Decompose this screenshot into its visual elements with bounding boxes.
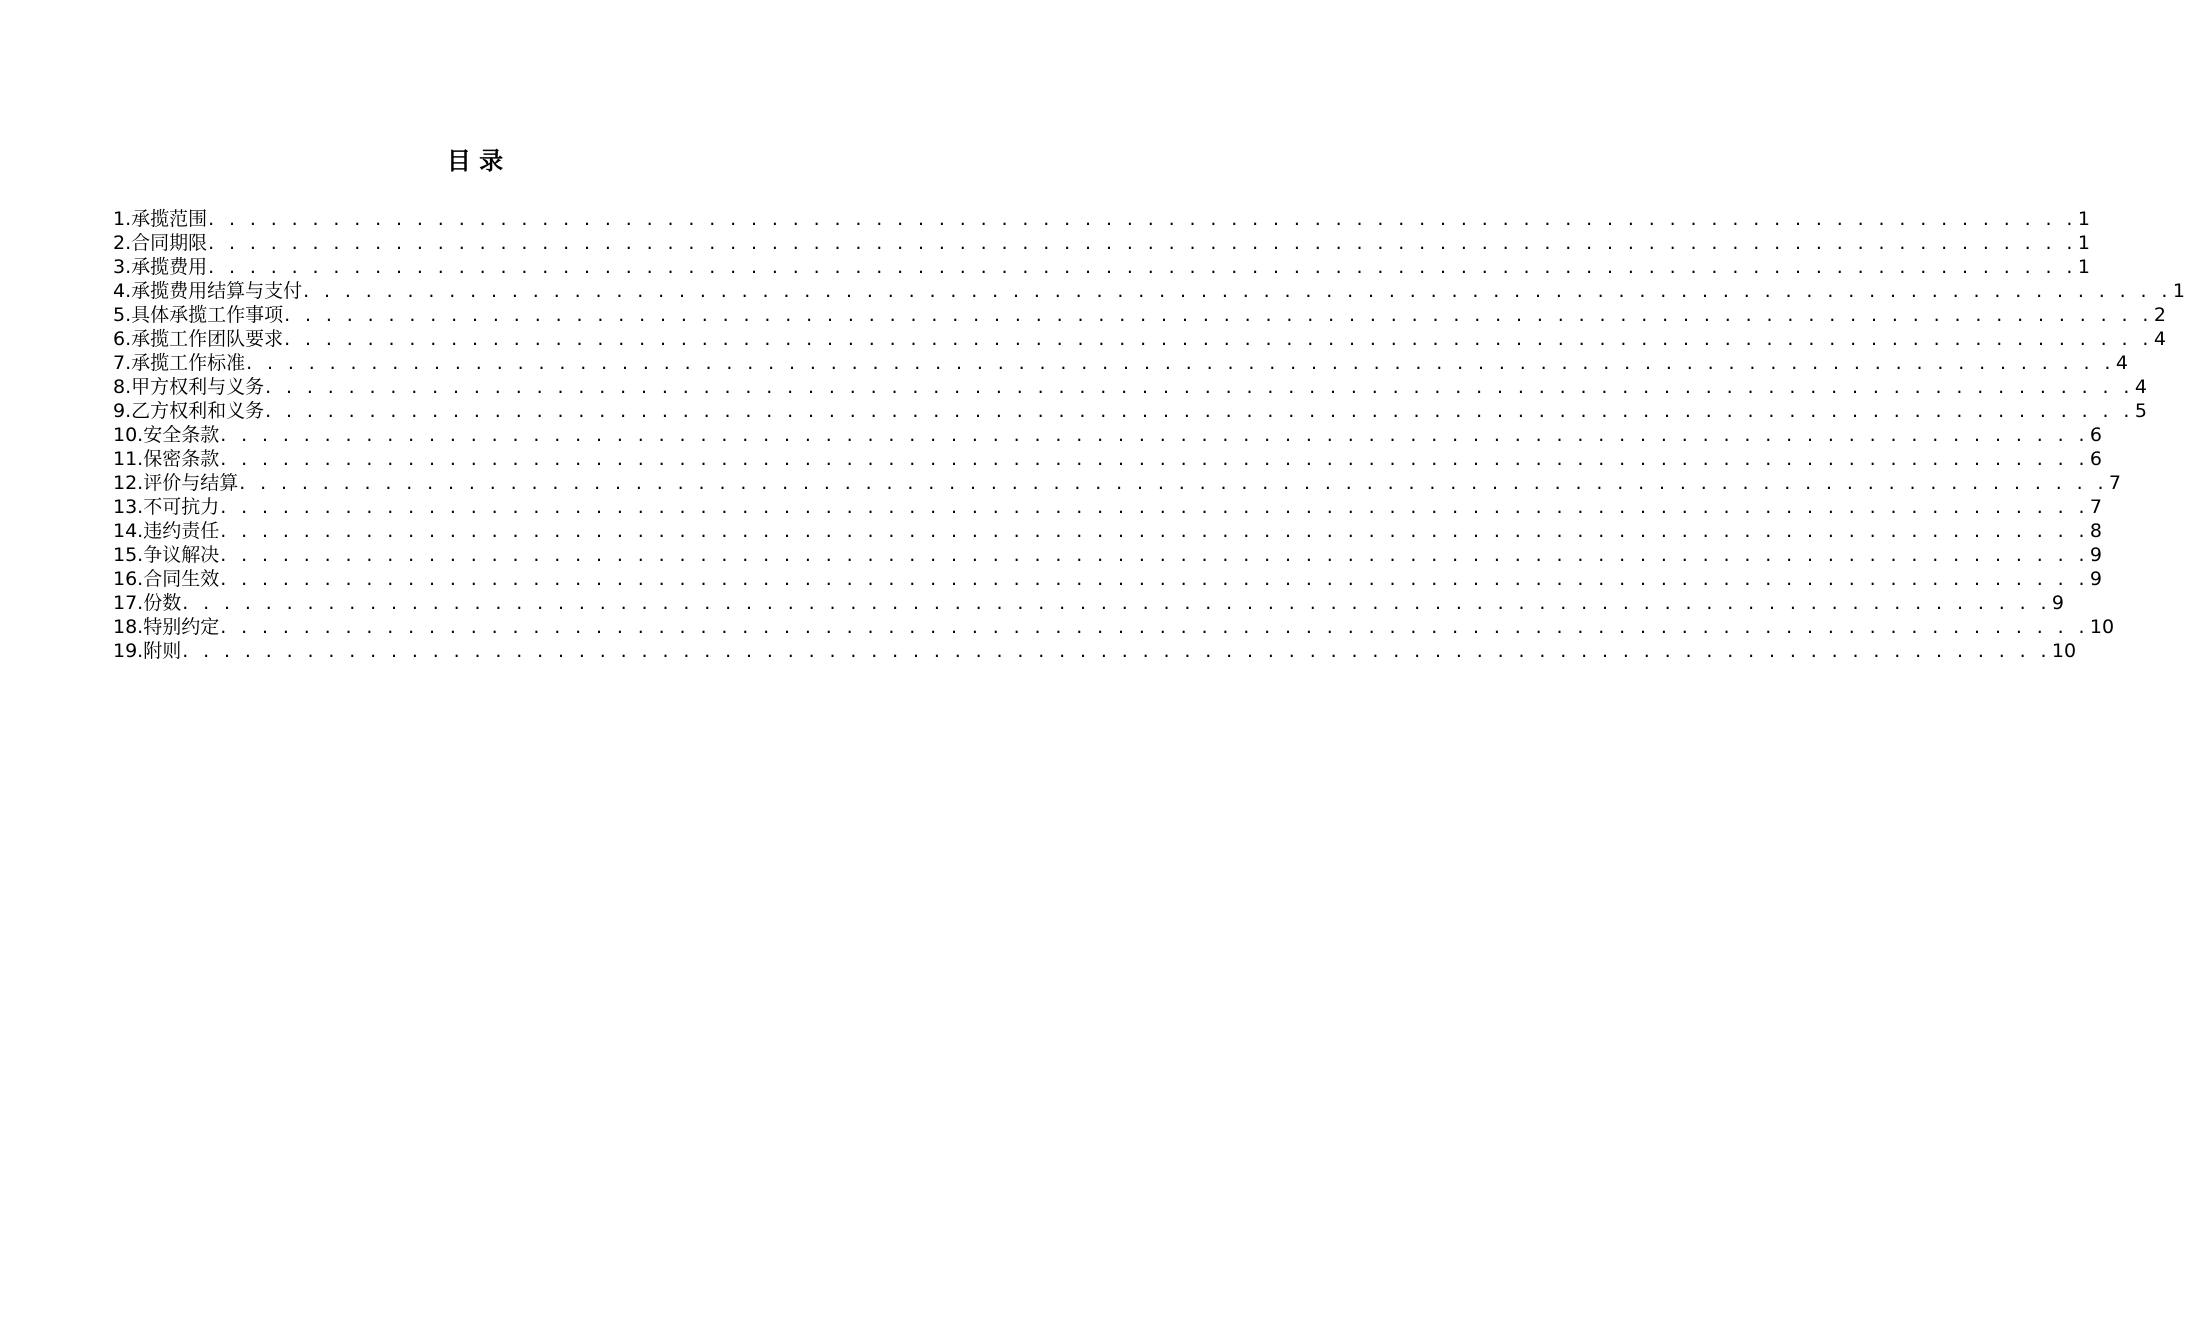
- toc-entry[interactable]: [113, 447, 2102, 471]
- toc-entry-title: 6.承揽工作团队要求: [113, 328, 284, 350]
- toc-page-number: 4: [2134, 376, 2147, 398]
- toc-page-number: 1: [2172, 280, 2185, 302]
- toc-dot-leader: . . . . . . . . . . . . . . . . . . . . . . . . . . . . . . . . . . . . . . . . . . . . . . . . . . . . . . . . . . . . . . . . . . . . . . . . . . . . . . . . . . . . . . . . . .: [220, 616, 2089, 638]
- toc-entry-title: 17.份数: [113, 592, 182, 614]
- toc-entry-title: 10.安全条款: [113, 424, 220, 446]
- toc-dot-leader: . . . . . . . . . . . . . . . . . . . . . . . . . . . . . . . . . . . . . . . . . . . . . . . . . . . . . . . . . . . . . . . . . . . . . . . . . . . . . . . . . . . . . . . . . .: [220, 544, 2089, 566]
- toc-page-number: 9: [2051, 592, 2064, 614]
- toc-entry[interactable]: [113, 615, 2115, 639]
- toc-entry-title: 4.承揽费用结算与支付: [113, 280, 303, 302]
- toc-page-number: 9: [2089, 544, 2102, 566]
- toc-entry[interactable]: [113, 639, 2077, 663]
- toc-page-number: 4: [2153, 328, 2166, 350]
- toc-entry-title: 15.争议解决: [113, 544, 220, 566]
- toc-entry-title: 18.特别约定: [113, 616, 220, 638]
- toc-entry-title: 3.承揽费用: [113, 256, 208, 278]
- toc-entry[interactable]: [113, 567, 2102, 591]
- toc-entry[interactable]: [113, 303, 2166, 327]
- toc-dot-leader: . . . . . . . . . . . . . . . . . . . . . . . . . . . . . . . . . . . . . . . . . . . . . . . . . . . . . . . . . . . . . . . . . . . . . . . . . . . . . . . . . . . . . . . . . .: [303, 280, 2172, 302]
- toc-entry-title: 2.合同期限: [113, 232, 208, 254]
- toc-entry-title: 13.不可抗力: [113, 496, 220, 518]
- toc-entry-title: 9.乙方权利和义务: [113, 400, 265, 422]
- toc-dot-leader: . . . . . . . . . . . . . . . . . . . . . . . . . . . . . . . . . . . . . . . . . . . . . . . . . . . . . . . . . . . . . . . . . . . . . . . . . . . . . . . . . . . . . . . . . .: [208, 256, 2077, 278]
- toc-dot-leader: . . . . . . . . . . . . . . . . . . . . . . . . . . . . . . . . . . . . . . . . . . . . . . . . . . . . . . . . . . . . . . . . . . . . . . . . . . . . . . . . . . . . . . . . . .: [220, 496, 2089, 518]
- toc-entry[interactable]: [113, 279, 2185, 303]
- toc-entry[interactable]: [113, 495, 2102, 519]
- toc-page-number: 1: [2077, 256, 2090, 278]
- toc-dot-leader: . . . . . . . . . . . . . . . . . . . . . . . . . . . . . . . . . . . . . . . . . . . . . . . . . . . . . . . . . . . . . . . . . . . . . . . . . . . . . . . . . . . . . . . . . .: [220, 424, 2089, 446]
- toc-dot-leader: . . . . . . . . . . . . . . . . . . . . . . . . . . . . . . . . . . . . . . . . . . . . . . . . . . . . . . . . . . . . . . . . . . . . . . . . . . . . . . . . . . . . . . . . . .: [220, 568, 2089, 590]
- toc-page-number: 6: [2089, 424, 2102, 446]
- toc-entry[interactable]: [113, 375, 2147, 399]
- toc-entry-title: 5.具体承揽工作事项: [113, 304, 284, 326]
- toc-dot-leader: . . . . . . . . . . . . . . . . . . . . . . . . . . . . . . . . . . . . . . . . . . . . . . . . . . . . . . . . . . . . . . . . . . . . . . . . . . . . . . . . . . . . . . . . . .: [182, 640, 2051, 662]
- toc-page-number: 6: [2089, 448, 2102, 470]
- toc-entry[interactable]: [113, 231, 2090, 255]
- toc-page-number: 9: [2089, 568, 2102, 590]
- toc-entry[interactable]: [113, 543, 2102, 567]
- toc-entry[interactable]: [113, 423, 2102, 447]
- toc-entry-title: 7.承揽工作标准: [113, 352, 246, 374]
- toc-entry-title: 12.评价与结算: [113, 472, 239, 494]
- toc-entry[interactable]: [113, 327, 2166, 351]
- toc-entry-title: 16.合同生效: [113, 568, 220, 590]
- toc-entry-title: 19.附则: [113, 640, 182, 662]
- toc-dot-leader: . . . . . . . . . . . . . . . . . . . . . . . . . . . . . . . . . . . . . . . . . . . . . . . . . . . . . . . . . . . . . . . . . . . . . . . . . . . . . . . . . . . . . . . . . .: [182, 592, 2051, 614]
- toc-page-number: 7: [2108, 472, 2121, 494]
- toc-page-number: 1: [2077, 232, 2090, 254]
- toc-dot-leader: . . . . . . . . . . . . . . . . . . . . . . . . . . . . . . . . . . . . . . . . . . . . . . . . . . . . . . . . . . . . . . . . . . . . . . . . . . . . . . . . . . . . . . . . . .: [208, 232, 2077, 254]
- toc-dot-leader: . . . . . . . . . . . . . . . . . . . . . . . . . . . . . . . . . . . . . . . . . . . . . . . . . . . . . . . . . . . . . . . . . . . . . . . . . . . . . . . . . . . . . . . . . .: [265, 376, 2134, 398]
- toc-dot-leader: . . . . . . . . . . . . . . . . . . . . . . . . . . . . . . . . . . . . . . . . . . . . . . . . . . . . . . . . . . . . . . . . . . . . . . . . . . . . . . . . . . . . . . . . . .: [220, 448, 2089, 470]
- toc-page-number: 8: [2089, 520, 2102, 542]
- toc-dot-leader: . . . . . . . . . . . . . . . . . . . . . . . . . . . . . . . . . . . . . . . . . . . . . . . . . . . . . . . . . . . . . . . . . . . . . . . . . . . . . . . . . . . . . . . . . .: [246, 352, 2115, 374]
- toc-entry[interactable]: [113, 591, 2064, 615]
- toc-entry-title: 11.保密条款: [113, 448, 220, 470]
- toc-entry[interactable]: [113, 471, 2121, 495]
- toc-entry[interactable]: [113, 255, 2090, 279]
- toc-page-number: 10: [2089, 616, 2115, 638]
- toc-entry-title: 14.违约责任: [113, 520, 220, 542]
- toc-page-number: 1: [2077, 208, 2090, 230]
- toc-page-number: 5: [2134, 400, 2147, 422]
- toc-dot-leader: . . . . . . . . . . . . . . . . . . . . . . . . . . . . . . . . . . . . . . . . . . . . . . . . . . . . . . . . . . . . . . . . . . . . . . . . . . . . . . . . . . . . . . . . . .: [220, 520, 2089, 542]
- toc-dot-leader: . . . . . . . . . . . . . . . . . . . . . . . . . . . . . . . . . . . . . . . . . . . . . . . . . . . . . . . . . . . . . . . . . . . . . . . . . . . . . . . . . . . . . . . . . .: [265, 400, 2134, 422]
- toc-dot-leader: . . . . . . . . . . . . . . . . . . . . . . . . . . . . . . . . . . . . . . . . . . . . . . . . . . . . . . . . . . . . . . . . . . . . . . . . . . . . . . . . . . . . . . . . . .: [284, 328, 2153, 350]
- toc-entry[interactable]: [113, 207, 2090, 231]
- toc-entry-title: 8.甲方权利与义务: [113, 376, 265, 398]
- table-of-contents: [113, 207, 2185, 663]
- toc-page-number: 2: [2153, 304, 2166, 326]
- toc-dot-leader: . . . . . . . . . . . . . . . . . . . . . . . . . . . . . . . . . . . . . . . . . . . . . . . . . . . . . . . . . . . . . . . . . . . . . . . . . . . . . . . . . . . . . . . . . .: [208, 208, 2077, 230]
- toc-page-number: 10: [2051, 640, 2077, 662]
- toc-dot-leader: . . . . . . . . . . . . . . . . . . . . . . . . . . . . . . . . . . . . . . . . . . . . . . . . . . . . . . . . . . . . . . . . . . . . . . . . . . . . . . . . . . . . . . . . . .: [239, 472, 2108, 494]
- toc-entry[interactable]: [113, 399, 2147, 423]
- toc-title: 目 录: [446, 146, 504, 175]
- toc-page-number: 4: [2115, 352, 2128, 374]
- toc-entry[interactable]: [113, 519, 2102, 543]
- toc-entry[interactable]: [113, 351, 2128, 375]
- toc-entry-title: 1.承揽范围: [113, 208, 208, 230]
- toc-dot-leader: . . . . . . . . . . . . . . . . . . . . . . . . . . . . . . . . . . . . . . . . . . . . . . . . . . . . . . . . . . . . . . . . . . . . . . . . . . . . . . . . . . . . . . . . . .: [284, 304, 2153, 326]
- toc-page-number: 7: [2089, 496, 2102, 518]
